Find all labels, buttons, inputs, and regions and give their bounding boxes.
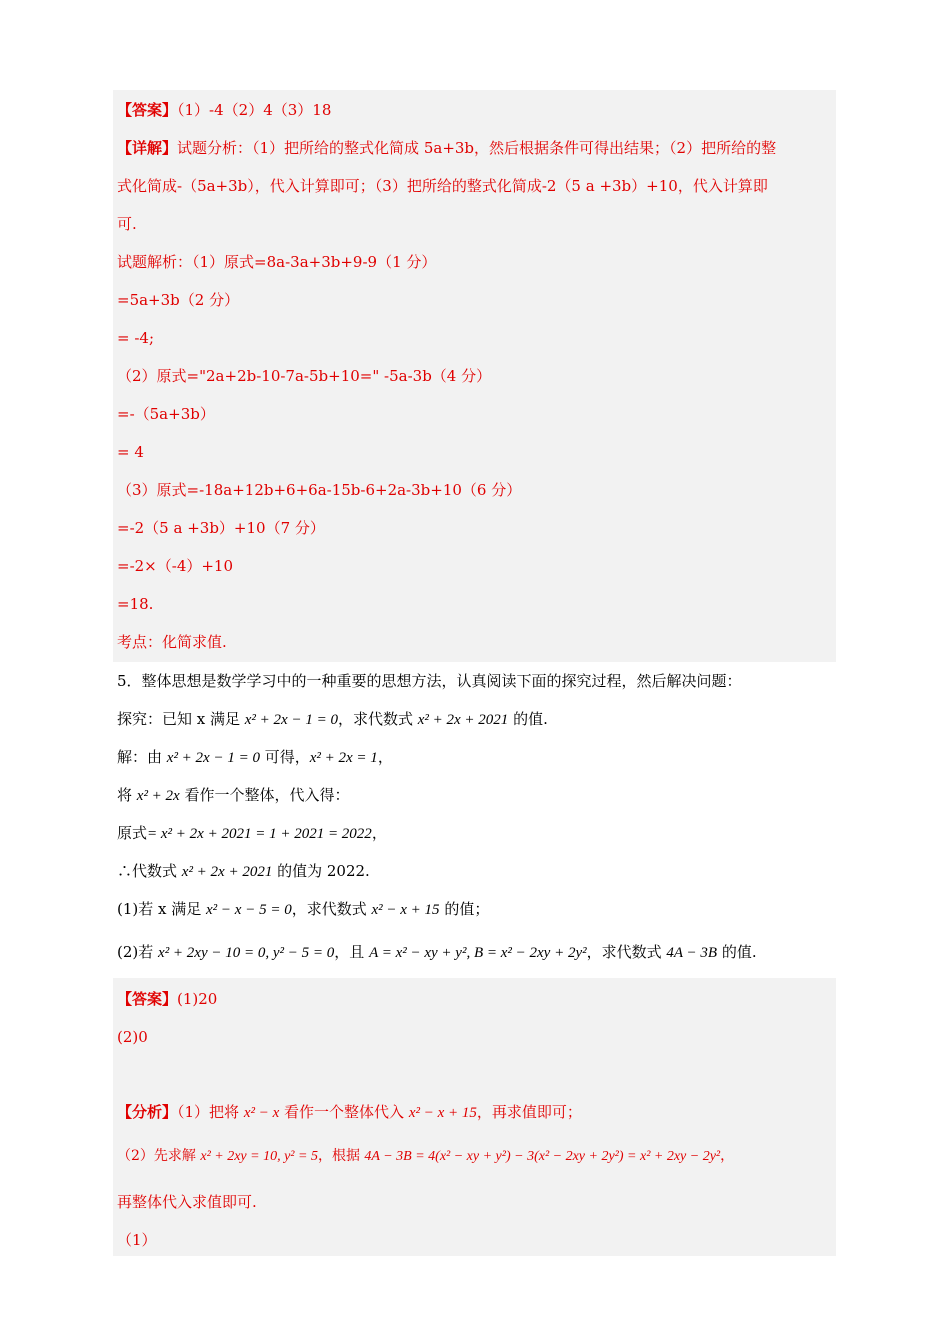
q4-solution-line-7: （3）原式=-18a+12b+6+6a-15b-6+2a-3b+10（6 分） xyxy=(117,481,522,499)
q4-solution-line-1: 试题解析：（1）原式=8a-3a+3b+9-9（1 分） xyxy=(117,253,437,271)
expression: x² + 2x + 2021 xyxy=(417,712,509,728)
q4-solution-line-11: 考点：化简求值. xyxy=(117,633,227,651)
q4-solution-line-2: =5a+3b（2 分） xyxy=(117,291,240,309)
text: 原式 xyxy=(117,824,148,842)
text: 探究：已知 x 满足 xyxy=(117,710,245,728)
detail-text-1: 试题分析：（1）把所给的整式化简成 5a+3b，然后根据条件可得出结果；（2）把所给的整 xyxy=(177,139,777,157)
detail-tag: 【详解】 xyxy=(117,139,178,157)
text: 看作一个整体代入 xyxy=(279,1103,409,1121)
q4-detail-line-1 xyxy=(117,138,776,158)
expression: = x² + 2x + 2021 = 1 + 2021 = 2022 xyxy=(147,826,372,842)
q4-solution-line-10: =18. xyxy=(117,595,154,613)
q5-answer-line-2: (2)0 xyxy=(117,1028,148,1046)
q5-solution-2 xyxy=(117,785,350,806)
q5-intro: 5．整体思想是数学学习中的一种重要的思想方法，认真阅读下面的探究过程，然后解决问题： xyxy=(117,672,742,690)
q4-solution-line-4: （2）原式="2a+2b-10-7a-5b+10=" -5a-3b（4 分） xyxy=(117,367,492,385)
equation: x² + 2xy − 10 = 0, y² − 5 = 0 xyxy=(158,945,335,961)
q5-part-2 xyxy=(117,942,757,963)
text: (2)若 xyxy=(117,943,159,961)
expression: 4A − 3B xyxy=(666,945,718,961)
q4-detail-line-3: 可. xyxy=(117,215,137,233)
text: 的值. xyxy=(508,710,548,728)
answer-text: (1)20 xyxy=(177,990,218,1008)
q4-solution-line-3: = -4; xyxy=(117,329,155,347)
equation: A = x² − xy + y², B = x² − 2xy + 2y² xyxy=(369,945,587,961)
text: 的值； xyxy=(439,900,490,918)
expression: x² − x + 15 xyxy=(371,902,440,918)
text: ∴代数式 xyxy=(117,862,182,880)
q5-analysis-line-3: 再整体代入求值即可. xyxy=(117,1193,257,1211)
expression: x² + 2x + 2021 xyxy=(181,864,273,880)
text: ， xyxy=(720,1148,735,1164)
q4-solution-line-9: =-2×（-4）+10 xyxy=(117,557,234,575)
text: 的值. xyxy=(717,943,757,961)
text: （1）把将 xyxy=(177,1103,244,1121)
q4-solution-line-6: = 4 xyxy=(117,443,144,461)
equation: 4A − 3B = 4(x² − xy + y²) − 3(x² − 2xy + 2y²) = x² + 2xy − 2y² xyxy=(364,1149,721,1164)
text: 的值为 2022. xyxy=(272,862,370,880)
q5-analysis-line-2 xyxy=(117,1146,734,1167)
answer-tag: 【答案】 xyxy=(117,101,178,119)
q4-detail-line-2: 式化简成-（5a+3b），代入计算即可；（3）把所给的整式化简成-2（5 a +3b）+10，代入计算即 xyxy=(117,177,768,195)
q5-solution-3 xyxy=(117,823,387,844)
equation: x² + 2xy = 10, y² = 5 xyxy=(200,1149,318,1164)
q5-explore xyxy=(117,709,548,730)
text: （2）先求解 xyxy=(117,1148,201,1164)
text: 解：由 xyxy=(117,748,167,766)
expression: x² − x xyxy=(243,1105,280,1121)
answer-tag: 【答案】 xyxy=(117,990,178,1008)
q5-solution-4 xyxy=(117,861,370,882)
text: ，根据 xyxy=(317,1148,365,1164)
equation: x² + 2x − 1 = 0 xyxy=(244,712,338,728)
q4-solution-line-5: =-（5a+3b） xyxy=(117,405,215,423)
equation: x² + 2x = 1 xyxy=(309,750,378,766)
analysis-tag: 【分析】 xyxy=(117,1103,178,1121)
q4-solution-line-8: =-2（5 a +3b）+10（7 分） xyxy=(117,519,325,537)
text: 看作一个整体，代入得： xyxy=(179,786,350,804)
text: ，求代数式 xyxy=(337,710,418,728)
text: ，求代数式 xyxy=(586,943,667,961)
text: (1)若 x 满足 xyxy=(117,900,207,918)
text: ，求代数式 xyxy=(291,900,372,918)
q5-part-1 xyxy=(117,899,489,920)
q5-solution-1 xyxy=(117,747,393,768)
answer-text: （1）-4（2）4（3）18 xyxy=(177,101,332,119)
q5-analysis-line-4: （1） xyxy=(117,1231,157,1249)
text: 将 xyxy=(117,786,137,804)
q5-answer-line-1 xyxy=(117,989,217,1009)
q4-answer-line xyxy=(117,100,331,120)
expression: x² + 2x xyxy=(136,788,180,804)
equation: x² + 2x − 1 = 0 xyxy=(166,750,260,766)
q5-analysis-line-1 xyxy=(117,1102,582,1123)
text: ， xyxy=(377,748,393,766)
text: ，再求值即可； xyxy=(476,1103,582,1121)
equation: x² − x − 5 = 0 xyxy=(206,902,292,918)
expression: x² − x + 15 xyxy=(408,1105,477,1121)
text: 可得， xyxy=(259,748,310,766)
text: ， xyxy=(371,824,387,842)
text: ，且 xyxy=(334,943,370,961)
